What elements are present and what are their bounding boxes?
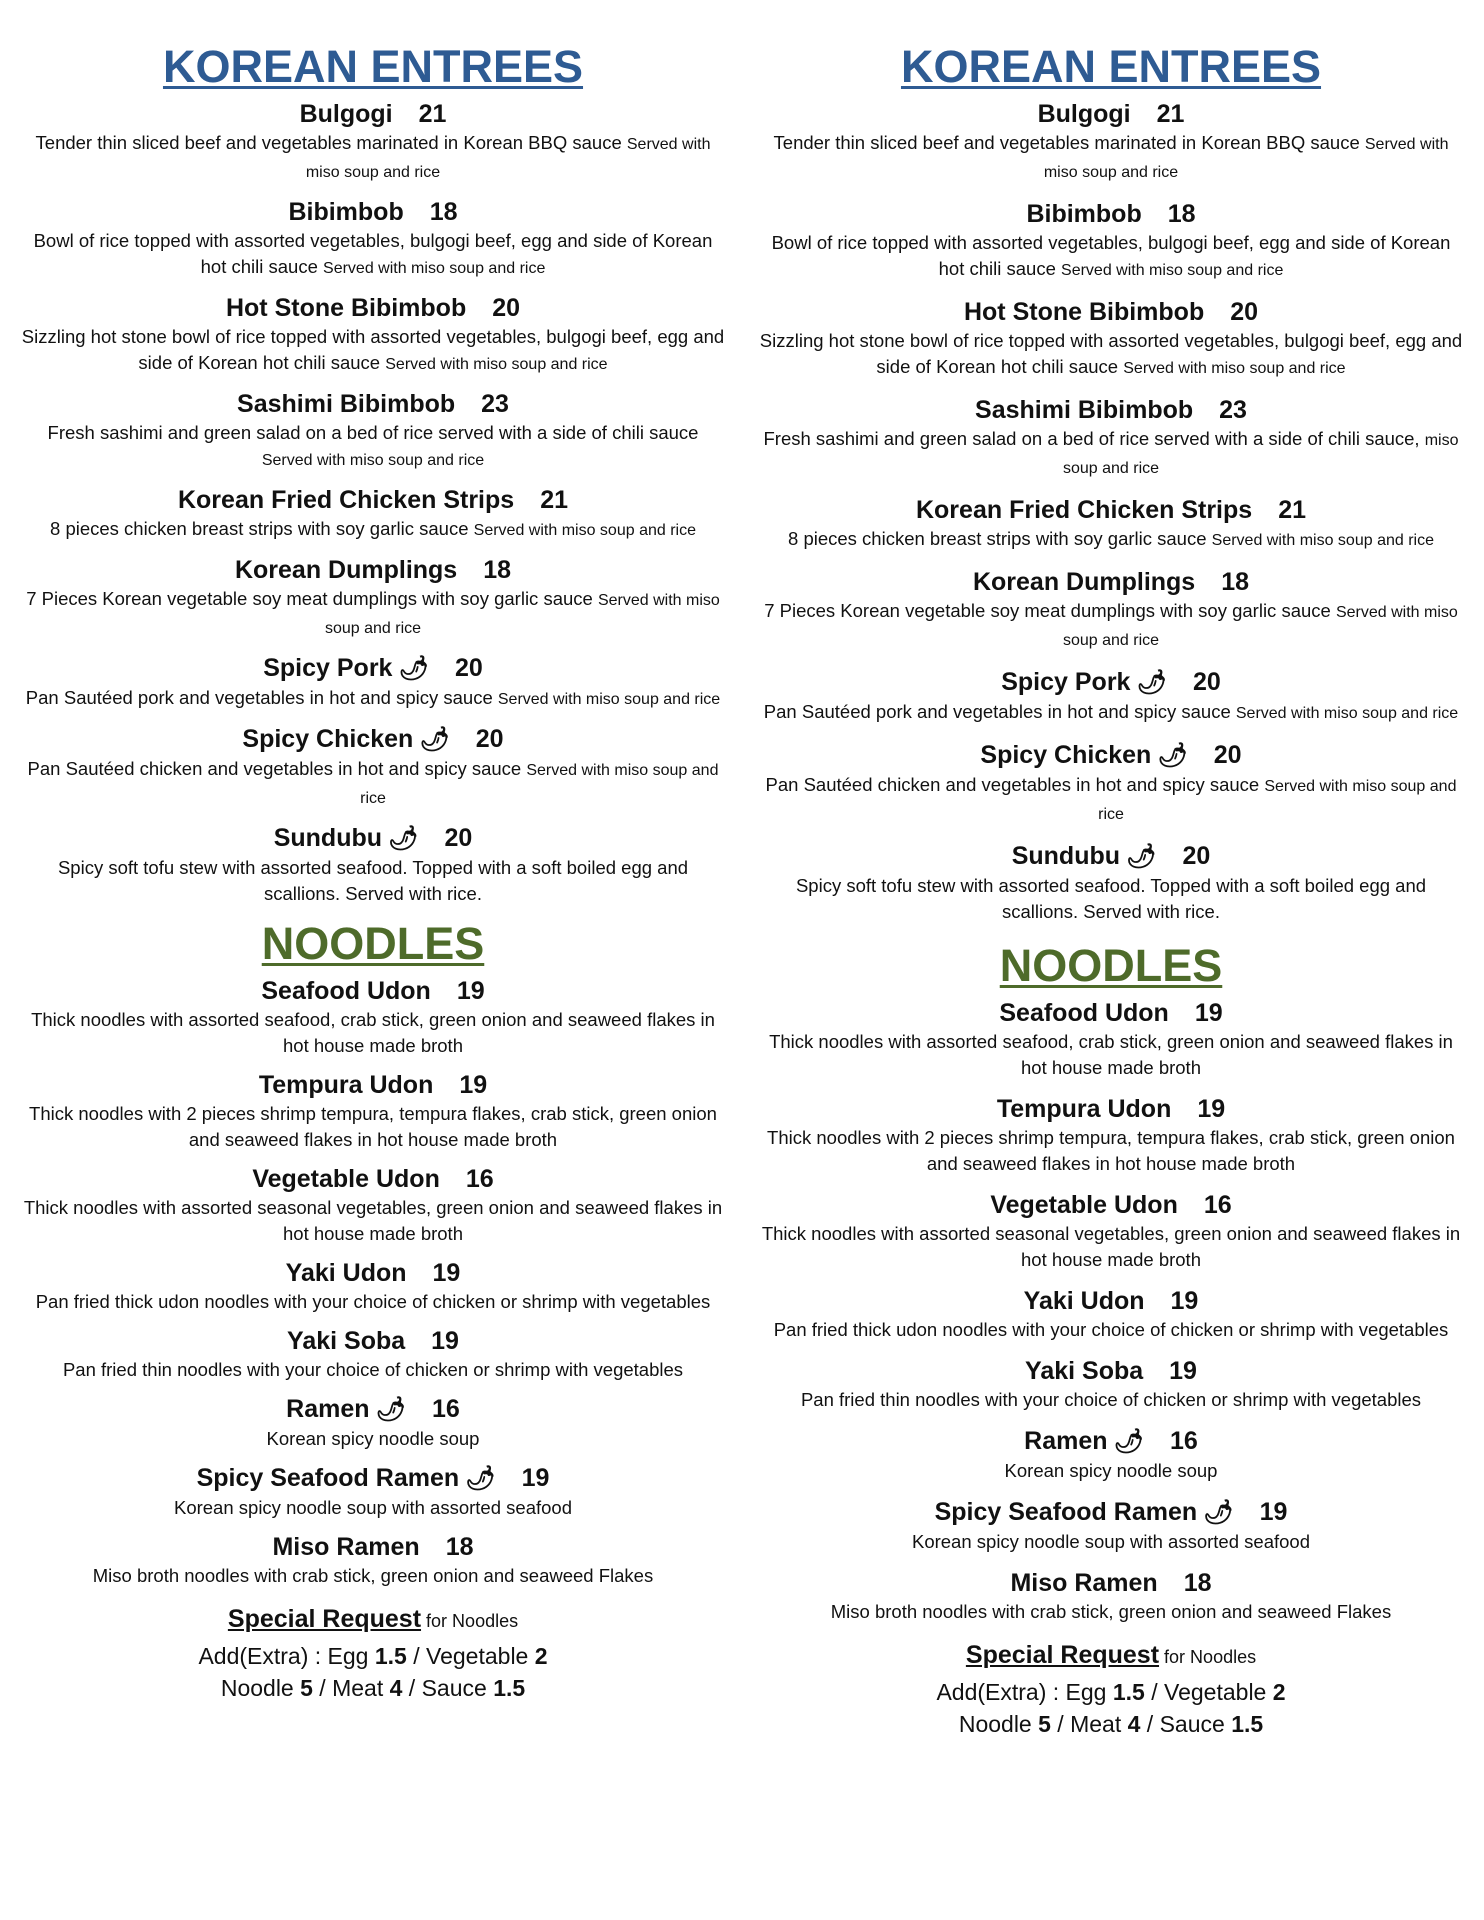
menu-item-description bbox=[18, 1495, 728, 1521]
menu-item-description-text: Pan Sautéed pork and vegetables in hot and spicy sauce bbox=[763, 701, 1231, 722]
menu-item-description bbox=[756, 1221, 1466, 1273]
menu-item bbox=[756, 394, 1466, 482]
korean-entrees-list bbox=[18, 98, 728, 907]
menu-item-description-text: Korean spicy noodle soup with assorted seafood bbox=[911, 1531, 1310, 1552]
menu-item-description-text: Sizzling hot stone bowl of rice topped with assorted vegetables, bulgogi beef, egg and side of Korean hot chili sauce bbox=[759, 330, 1463, 377]
sauce-label: / Sauce bbox=[1146, 1711, 1225, 1737]
menu-item-name: Sashimi Bibimbob bbox=[975, 396, 1194, 424]
menu-item-description-text: Miso broth noodles with crab stick, green onion and seaweed Flakes bbox=[92, 1565, 654, 1586]
menu-item-description-text: Korean spicy noodle soup bbox=[1004, 1460, 1218, 1481]
menu-item-served-note: Served with miso soup and rice bbox=[305, 136, 711, 181]
menu-item-description bbox=[18, 324, 728, 378]
special-request bbox=[18, 1605, 728, 1634]
menu-item bbox=[756, 1355, 1466, 1413]
menu-item-price: 20 bbox=[1230, 298, 1259, 326]
menu-item-header bbox=[756, 1285, 1466, 1317]
menu-item-price: 18 bbox=[1183, 1569, 1212, 1597]
addon-prices bbox=[756, 1676, 1466, 1740]
menu-item-name: Tempura Udon bbox=[996, 1095, 1172, 1123]
menu-item-served-note: Served with miso soup and rice bbox=[324, 592, 720, 637]
menu-item-price: 21 bbox=[540, 486, 568, 514]
meat-price: 4 bbox=[1127, 1711, 1141, 1737]
meat-label: / Meat bbox=[1057, 1711, 1122, 1737]
menu-column-right bbox=[756, 0, 1466, 1920]
menu-item-price: 16 bbox=[1203, 1191, 1232, 1219]
addon-line-2 bbox=[18, 1672, 728, 1704]
menu-item-description bbox=[18, 1289, 728, 1315]
addon-line-1 bbox=[18, 1640, 728, 1672]
menu-item bbox=[756, 1285, 1466, 1343]
menu-item-name: Yaki Udon bbox=[285, 1259, 407, 1287]
vegetable-label: / Vegetable bbox=[413, 1643, 529, 1669]
menu-item-header bbox=[18, 1393, 728, 1426]
chili-pepper-icon: 🌶 bbox=[388, 825, 419, 852]
menu-item-name: Seafood Udon bbox=[999, 999, 1169, 1027]
menu-item-header bbox=[18, 1069, 728, 1101]
menu-item-name: Spicy Pork bbox=[1001, 668, 1131, 696]
menu-item-description bbox=[18, 685, 728, 713]
menu-item-description bbox=[18, 1195, 728, 1247]
menu-item-header bbox=[18, 723, 728, 756]
menu-item-description-text: Tender thin sliced beef and vegetables marinated in Korean BBQ sauce bbox=[35, 132, 622, 153]
noodles-title: NOODLES bbox=[999, 940, 1223, 991]
menu-item-description-text: Miso broth noodles with crab stick, green onion and seaweed Flakes bbox=[830, 1601, 1392, 1622]
menu-item-header bbox=[18, 1325, 728, 1357]
sauce-label: / Sauce bbox=[408, 1675, 487, 1701]
menu-item-header bbox=[18, 196, 728, 228]
menu-item bbox=[18, 554, 728, 642]
noodle-price: 5 bbox=[1038, 1711, 1051, 1737]
menu-item-description-text: Thick noodles with 2 pieces shrimp tempura, tempura flakes, crab stick, green onion and seaweed flakes in hot house made broth bbox=[29, 1103, 717, 1150]
menu-item-description bbox=[756, 772, 1466, 828]
menu-item-served-note: Served with miso soup and rice bbox=[1211, 532, 1434, 549]
menu-item bbox=[18, 1325, 728, 1383]
menu-item-price: 20 bbox=[1213, 741, 1242, 769]
menu-item-header bbox=[18, 652, 728, 685]
menu-item-header bbox=[756, 198, 1466, 230]
menu-item bbox=[756, 1567, 1466, 1625]
menu-item-description bbox=[756, 1029, 1466, 1081]
menu-item-header bbox=[756, 739, 1466, 772]
menu-item-name: Sashimi Bibimbob bbox=[237, 390, 456, 418]
menu-item-served-note: Served with miso soup and rice bbox=[323, 260, 546, 277]
menu-item bbox=[756, 1425, 1466, 1484]
menu-item-header bbox=[18, 484, 728, 516]
menu-item-name: Bulgogi bbox=[299, 100, 393, 128]
menu-item-name: Korean Fried Chicken Strips bbox=[915, 496, 1253, 524]
menu-item-description bbox=[756, 1599, 1466, 1625]
korean-entrees-title: KOREAN ENTREES bbox=[162, 41, 584, 92]
menu-item-description bbox=[756, 1125, 1466, 1177]
menu-item-served-note: Served with miso soup and rice bbox=[1043, 136, 1449, 181]
menu-item-name: Korean Fried Chicken Strips bbox=[177, 486, 515, 514]
menu-item-price: 16 bbox=[465, 1165, 494, 1193]
menu-item-description-text: Pan fried thin noodles with your choice of chicken or shrimp with vegetables bbox=[62, 1359, 684, 1380]
menu-item bbox=[18, 1462, 728, 1521]
menu-item bbox=[756, 98, 1466, 186]
egg-price: 1.5 bbox=[374, 1643, 407, 1669]
menu-item-header bbox=[756, 666, 1466, 699]
menu-item bbox=[18, 1163, 728, 1247]
menu-item-price: 19 bbox=[456, 977, 485, 1005]
special-request bbox=[756, 1641, 1466, 1670]
menu-item-header bbox=[756, 494, 1466, 526]
menu-item-price: 19 bbox=[459, 1071, 488, 1099]
menu-item-description bbox=[18, 420, 728, 474]
menu-item-description bbox=[18, 1563, 728, 1589]
menu-item-name: Yaki Udon bbox=[1023, 1287, 1145, 1315]
menu-item-name: Ramen bbox=[1024, 1427, 1108, 1455]
menu-item-price: 20 bbox=[454, 654, 483, 682]
menu-item-header bbox=[18, 388, 728, 420]
menu-item-price: 20 bbox=[1182, 842, 1211, 870]
chili-pepper-icon: 🌶 bbox=[398, 655, 429, 682]
menu-item-served-note: Served with miso soup and rice bbox=[473, 522, 696, 539]
menu-item-description-text: Pan Sautéed chicken and vegetables in hot and spicy sauce bbox=[27, 758, 522, 779]
menu-item-description bbox=[756, 699, 1466, 727]
menu-item bbox=[18, 723, 728, 812]
egg-price: 1.5 bbox=[1112, 1679, 1145, 1705]
menu-item-name: Spicy Chicken bbox=[980, 741, 1152, 769]
menu-item-price: 20 bbox=[475, 725, 504, 753]
menu-item-description bbox=[18, 855, 728, 907]
menu-item-price: 20 bbox=[444, 824, 473, 852]
menu-item-price: 19 bbox=[1197, 1095, 1226, 1123]
menu-item-description-text: 7 Pieces Korean vegetable soy meat dumplings with soy garlic sauce bbox=[764, 600, 1331, 621]
menu-item-description-text: Thick noodles with 2 pieces shrimp tempura, tempura flakes, crab stick, green onion and seaweed flakes in hot house made broth bbox=[767, 1127, 1455, 1174]
menu-item-description-text: Korean spicy noodle soup with assorted seafood bbox=[173, 1497, 572, 1518]
menu-item bbox=[756, 198, 1466, 284]
menu-item-name: Yaki Soba bbox=[287, 1327, 406, 1355]
menu-item-description-text: Korean spicy noodle soup bbox=[266, 1428, 480, 1449]
menu-item-description-text: Bowl of rice topped with assorted vegetables, bulgogi beef, egg and side of Korean hot chili sauce bbox=[771, 232, 1451, 279]
menu-item-description-text: Thick noodles with assorted seafood, crab stick, green onion and seaweed flakes in hot house made broth bbox=[31, 1009, 715, 1056]
chili-pepper-icon: 🌶 bbox=[419, 726, 450, 753]
addon-line-1 bbox=[756, 1676, 1466, 1708]
menu-item-served-note: Served with miso soup and rice bbox=[497, 691, 721, 708]
menu-item-header bbox=[756, 997, 1466, 1029]
menu-item-description-text: Pan Sautéed pork and vegetables in hot and spicy sauce bbox=[25, 687, 493, 708]
chili-pepper-icon: 🌶 bbox=[1126, 843, 1157, 870]
chili-pepper-icon: 🌶 bbox=[465, 1465, 496, 1492]
menu-item-price: 19 bbox=[1194, 999, 1223, 1027]
menu-item bbox=[756, 296, 1466, 382]
special-request-suffix: for Noodles bbox=[426, 1611, 519, 1631]
menu-item-description-text: Spicy soft tofu stew with assorted seafood. Topped with a soft boiled egg and scallions. Served with rice. bbox=[57, 857, 689, 904]
menu-item bbox=[756, 1496, 1466, 1555]
menu-item-header bbox=[756, 98, 1466, 130]
menu-item-description bbox=[756, 873, 1466, 925]
menu-item-description bbox=[756, 230, 1466, 284]
menu-item-header bbox=[18, 292, 728, 324]
menu-item bbox=[756, 840, 1466, 925]
menu-item-name: Seafood Udon bbox=[261, 977, 431, 1005]
menu-item-name: Miso Ramen bbox=[272, 1533, 420, 1561]
menu-item-price: 20 bbox=[1192, 668, 1221, 696]
menu-item-name: Korean Dumplings bbox=[234, 556, 458, 584]
menu-item bbox=[18, 975, 728, 1059]
menu-item-description-text: Pan fried thin noodles with your choice of chicken or shrimp with vegetables bbox=[800, 1389, 1422, 1410]
menu-item-description-text: 7 Pieces Korean vegetable soy meat dumplings with soy garlic sauce bbox=[26, 588, 593, 609]
menu-item-description-text: Bowl of rice topped with assorted vegetables, bulgogi beef, egg and side of Korean hot chili sauce bbox=[33, 230, 713, 277]
menu-item-description bbox=[18, 756, 728, 812]
menu-item-description bbox=[18, 516, 728, 544]
menu-item-header bbox=[18, 975, 728, 1007]
menu-item-price: 18 bbox=[483, 556, 512, 584]
korean-entrees-title: KOREAN ENTREES bbox=[900, 41, 1322, 92]
menu-item-served-note: Served with miso soup and rice bbox=[1123, 360, 1346, 377]
chili-pepper-icon: 🌶 bbox=[1203, 1499, 1234, 1526]
add-label: Add(Extra) : Egg bbox=[198, 1643, 369, 1669]
menu-item bbox=[756, 1093, 1466, 1177]
menu-item-description-text: Tender thin sliced beef and vegetables marinated in Korean BBQ sauce bbox=[773, 132, 1360, 153]
addon-line-2 bbox=[756, 1708, 1466, 1740]
menu-item bbox=[756, 566, 1466, 654]
menu-item-description bbox=[756, 1458, 1466, 1484]
menu-item-name: Sundubu bbox=[1011, 842, 1121, 870]
menu-item-price: 19 bbox=[432, 1259, 461, 1287]
menu-item-description bbox=[756, 1387, 1466, 1413]
menu-item-header bbox=[756, 394, 1466, 426]
menu-item-description-text: Sizzling hot stone bowl of rice topped with assorted vegetables, bulgogi beef, egg and side of Korean hot chili sauce bbox=[21, 326, 725, 373]
menu-item-header bbox=[18, 554, 728, 586]
add-label: Add(Extra) : Egg bbox=[936, 1679, 1107, 1705]
menu-item-header bbox=[18, 98, 728, 130]
menu-item bbox=[18, 484, 728, 544]
menu-column-left bbox=[18, 0, 728, 1920]
menu-item-name: Vegetable Udon bbox=[990, 1191, 1178, 1219]
menu-item-description-text: Pan fried thick udon noodles with your choice of chicken or shrimp with vegetables bbox=[35, 1291, 711, 1312]
menu-item-header bbox=[756, 840, 1466, 873]
menu-item-description-text: Thick noodles with assorted seasonal vegetables, green onion and seaweed flakes in hot house made broth bbox=[761, 1223, 1461, 1270]
noodle-label: Noodle bbox=[220, 1675, 294, 1701]
menu-item-name: Hot Stone Bibimbob bbox=[225, 294, 467, 322]
menu-item-description bbox=[18, 228, 728, 282]
menu-item bbox=[756, 1189, 1466, 1273]
menu-item-description bbox=[756, 130, 1466, 186]
menu-item-price: 23 bbox=[1219, 396, 1247, 424]
chili-pepper-icon: 🌶 bbox=[1157, 742, 1188, 769]
menu-item bbox=[18, 196, 728, 282]
menu-item-price: 19 bbox=[1170, 1287, 1199, 1315]
menu-item-description bbox=[18, 130, 728, 186]
menu-item-header bbox=[756, 296, 1466, 328]
menu-item-description-text: Pan fried thick udon noodles with your choice of chicken or shrimp with vegetables bbox=[773, 1319, 1449, 1340]
menu-item-header bbox=[18, 1163, 728, 1195]
menu-item-price: 21 bbox=[1156, 100, 1185, 128]
menu-item-description-text: Fresh sashimi and green salad on a bed of rice served with a side of chili sauce bbox=[47, 422, 699, 443]
menu-item-price: 19 bbox=[521, 1464, 550, 1492]
menu-item-header bbox=[756, 1425, 1466, 1458]
menu-item-served-note: Served with miso soup and rice bbox=[1098, 778, 1457, 823]
menu-item-name: Vegetable Udon bbox=[252, 1165, 440, 1193]
menu-item-name: Sundubu bbox=[273, 824, 383, 852]
menu-item-header bbox=[18, 1257, 728, 1289]
menu-item-description-text: 8 pieces chicken breast strips with soy garlic sauce bbox=[788, 528, 1207, 549]
menu-item-description bbox=[18, 586, 728, 642]
menu-item-description-text: Spicy soft tofu stew with assorted seafood. Topped with a soft boiled egg and scallions. Served with rice. bbox=[795, 875, 1427, 922]
noodles-list bbox=[756, 997, 1466, 1625]
menu-item-price: 19 bbox=[431, 1327, 459, 1355]
menu-item-price: 18 bbox=[1167, 200, 1196, 228]
menu-item-description-text: Fresh sashimi and green salad on a bed of rice served with a side of chili sauce, bbox=[763, 428, 1420, 449]
special-request-title: Special Request bbox=[227, 1605, 422, 1633]
chili-pepper-icon: 🌶 bbox=[375, 1396, 407, 1423]
menu-item-header bbox=[756, 1093, 1466, 1125]
menu-item-name: Hot Stone Bibimbob bbox=[963, 298, 1205, 326]
menu-item-description bbox=[756, 598, 1466, 654]
menu-item-name: Korean Dumplings bbox=[972, 568, 1196, 596]
vegetable-label: / Vegetable bbox=[1151, 1679, 1267, 1705]
menu-item-price: 21 bbox=[418, 100, 447, 128]
menu-item bbox=[18, 1531, 728, 1589]
sauce-price: 1.5 bbox=[1231, 1711, 1264, 1737]
korean-entrees-list bbox=[756, 98, 1466, 925]
menu-item-served-note: Served with miso soup and rice bbox=[1235, 705, 1459, 722]
menu-item-header bbox=[18, 822, 728, 855]
menu-item-header bbox=[18, 1462, 728, 1495]
menu-item-name: Bibimbob bbox=[288, 198, 404, 226]
menu-item-served-note: Served with miso soup and rice bbox=[360, 762, 719, 807]
menu-item bbox=[18, 652, 728, 713]
menu-item-name: Bulgogi bbox=[1037, 100, 1131, 128]
menu-item-description-text: Pan Sautéed chicken and vegetables in hot and spicy sauce bbox=[765, 774, 1260, 795]
menu-item-description bbox=[18, 1007, 728, 1059]
menu-item-name: Miso Ramen bbox=[1010, 1569, 1158, 1597]
menu-item-served-note: Served with miso soup and rice bbox=[1061, 262, 1284, 279]
menu-item-name: Spicy Chicken bbox=[242, 725, 414, 753]
menu-item bbox=[756, 494, 1466, 554]
meat-label: / Meat bbox=[319, 1675, 384, 1701]
special-request-suffix: for Noodles bbox=[1164, 1647, 1257, 1667]
noodles-title: NOODLES bbox=[261, 918, 485, 969]
menu-item-price: 23 bbox=[481, 390, 509, 418]
addon-prices bbox=[18, 1640, 728, 1704]
menu-item bbox=[18, 1069, 728, 1153]
menu-item-price: 20 bbox=[492, 294, 521, 322]
chili-pepper-icon: 🌶 bbox=[1113, 1428, 1145, 1455]
menu-item-description-text: 8 pieces chicken breast strips with soy garlic sauce bbox=[50, 518, 469, 539]
menu-item bbox=[18, 822, 728, 907]
vegetable-price: 2 bbox=[1272, 1679, 1286, 1705]
menu-item-description bbox=[756, 328, 1466, 382]
noodle-label: Noodle bbox=[958, 1711, 1032, 1737]
menu-item-served-note: Served with miso soup and rice bbox=[385, 356, 608, 373]
special-request-title: Special Request bbox=[965, 1641, 1160, 1669]
menu-item bbox=[18, 292, 728, 378]
menu-item bbox=[18, 1257, 728, 1315]
menu-item bbox=[18, 1393, 728, 1452]
noodle-price: 5 bbox=[300, 1675, 313, 1701]
menu-item-name: Tempura Udon bbox=[258, 1071, 434, 1099]
menu-item-served-note: Served with miso soup and rice bbox=[1062, 604, 1458, 649]
menu-item-name: Bibimbob bbox=[1026, 200, 1142, 228]
menu-item-description bbox=[756, 526, 1466, 554]
menu-item-header bbox=[756, 1355, 1466, 1387]
menu-item-price: 18 bbox=[429, 198, 458, 226]
menu-item-price: 16 bbox=[432, 1395, 460, 1423]
menu-item-price: 19 bbox=[1259, 1498, 1288, 1526]
noodles-list bbox=[18, 975, 728, 1589]
menu-item-name: Spicy Seafood Ramen bbox=[196, 1464, 460, 1492]
menu-item-name: Spicy Pork bbox=[263, 654, 393, 682]
menu-item-header bbox=[18, 1531, 728, 1563]
vegetable-price: 2 bbox=[534, 1643, 548, 1669]
menu-item-name: Spicy Seafood Ramen bbox=[934, 1498, 1198, 1526]
menu-item-served-note: miso soup and rice bbox=[1062, 432, 1459, 477]
menu-item-price: 21 bbox=[1278, 496, 1306, 524]
menu-item-price: 19 bbox=[1169, 1357, 1197, 1385]
menu-item-header bbox=[756, 566, 1466, 598]
menu-item-header bbox=[756, 1496, 1466, 1529]
menu-item-served-note: Served with miso soup and rice bbox=[261, 452, 485, 469]
menu-item-name: Ramen bbox=[286, 1395, 370, 1423]
menu-item bbox=[756, 739, 1466, 828]
sauce-price: 1.5 bbox=[493, 1675, 526, 1701]
menu-item bbox=[756, 666, 1466, 727]
menu-item-description-text: Thick noodles with assorted seafood, crab stick, green onion and seaweed flakes in hot house made broth bbox=[769, 1031, 1453, 1078]
menu-item-price: 16 bbox=[1170, 1427, 1198, 1455]
menu-item-description-text: Thick noodles with assorted seasonal vegetables, green onion and seaweed flakes in hot house made broth bbox=[23, 1197, 723, 1244]
menu-item-description bbox=[18, 1101, 728, 1153]
menu-item bbox=[756, 997, 1466, 1081]
meat-price: 4 bbox=[389, 1675, 403, 1701]
menu-item-description bbox=[756, 426, 1466, 482]
menu-item bbox=[18, 98, 728, 186]
menu-item-description bbox=[18, 1357, 728, 1383]
menu-item bbox=[18, 388, 728, 474]
menu-item-name: Yaki Soba bbox=[1025, 1357, 1144, 1385]
menu-item-description bbox=[756, 1529, 1466, 1555]
menu-item-header bbox=[756, 1567, 1466, 1599]
menu-item-description bbox=[756, 1317, 1466, 1343]
menu-item-header bbox=[756, 1189, 1466, 1221]
chili-pepper-icon: 🌶 bbox=[1136, 669, 1167, 696]
menu-item-price: 18 bbox=[1221, 568, 1250, 596]
menu-item-description bbox=[18, 1426, 728, 1452]
menu-item-price: 18 bbox=[445, 1533, 474, 1561]
